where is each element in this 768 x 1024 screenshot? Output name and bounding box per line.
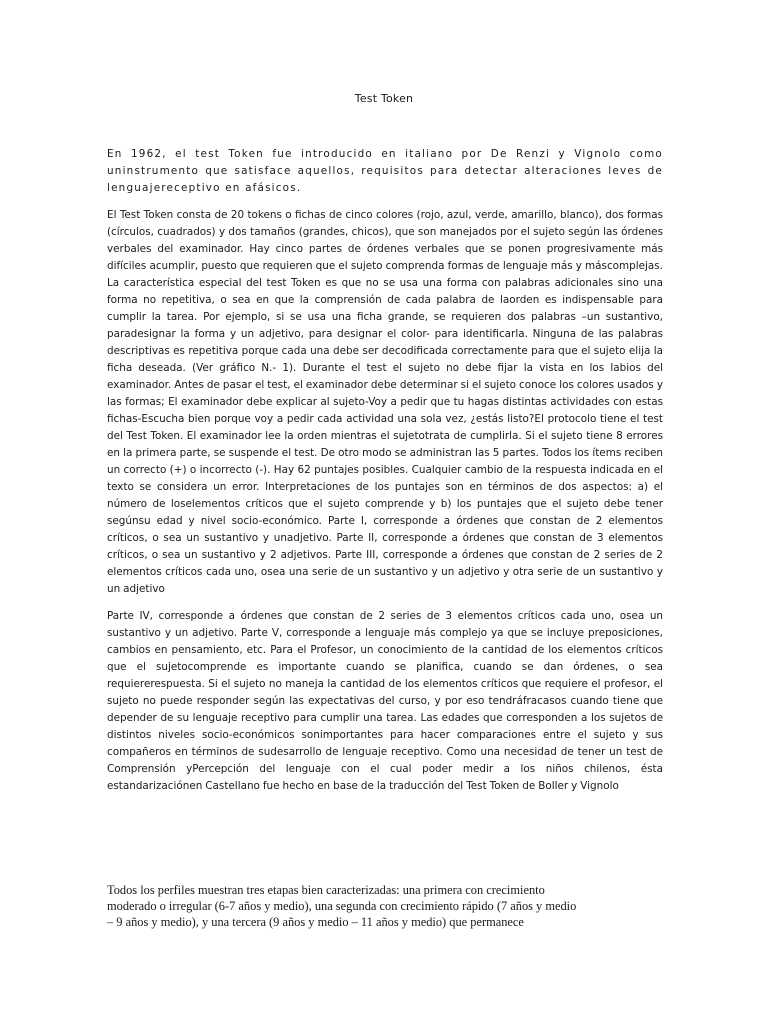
- document-body: [107, 146, 663, 805]
- document-title: Test Token: [354, 92, 414, 105]
- paragraph-description: El Test Token consta de 20 tokens o fichas de cinco colores (rojo, azul, verde, amarillo, blanco), dos formas (círculos, cuadrados) y dos tamaños (grandes, chicos), que son manejados por el sujeto según las órdenes verbales del examinador. Hay cinco partes de órdenes verbales que se ponen progresivamente más difíciles acumplir, puesto que requieren que el sujeto comprenda formas de lenguaje más y máscomplejas. La característica especial del test Token es que no se usa una forma con palabras adicionales sino una forma no repetitiva, o sea en que la comprensión de cada palabra de laorden es indispensable para cumplir la tarea. Por ejemplo, si se usa una ficha grande, se requieren dos palabras –un sustantivo, paradesignar la forma y un adjetivo, para designar el color- para identificarla. Ninguna de las palabras descriptivas es repetitiva porque cada una debe ser decodificada correctamente para que el sujeto elija la ficha deseada. (Ver gráfico N.- 1). Durante el test el sujeto no debe fijar la vista en los labios del examinador. Antes de pasar el test, el examinador debe determinar si el sujeto conoce los colores usados y las formas; El examinador debe explicar al sujeto-Voy a pedir que tu hagas distintas actividades con estas fichas-Escucha bien porque voy a pedir cada actividad una sola vez, ¿estás listo?El protocolo tiene el test del Test Token. El examinador lee la orden mientras el sujetotrata de cumplirla. Si el sujeto tiene 8 errores en la primera parte, se suspende el test. De otro modo se administran las 5 partes. Todos los ítems reciben un correcto (+) o incorrecto (-). Hay 62 puntajes posibles. Cualquier cambio de la respuesta indicada en el texto se considera un error. Interpretaciones de los puntajes son en términos de dos aspectos: a) el número de loselementos críticos que el sujeto comprende y b) los puntajes que el sujeto debe tener segúnsu edad y nivel socio-económico. Parte I, corresponde a órdenes que constan de 2 elementos críticos, o sea un sustantivo y unadjetivo. Parte II, corresponde a órdenes que constan de 3 elementos críticos, o sea un sustantivo y 2 adjetivos. Parte III, corresponde a órdenes que constan de 2 series de 2 elementos críticos cada uno, osea una serie de un sustantivo y un adjetivo y otra serie de un sustantivo y un adjetivo: [107, 209, 663, 595]
- paragraph-profiles: Todos los perfiles muestran tres etapas bien caracterizadas: una primera con crecimiento moderado o irregular (6-7 años y medio), una segunda con crecimiento rápido (7 años y medio – 9 años y medio), y una tercera (9 años y medio – 11 años y medio) que permanece: [107, 883, 577, 929]
- paragraph-intro: En 1962, el test Token fue introducido en italiano por De Renzi y Vignolo como uninstrumento que satisface aquellos, requisitos para detectar alteraciones leves de lenguajereceptivo en afásicos.: [107, 148, 663, 194]
- serif-excerpt: [107, 882, 577, 930]
- paragraph-parts: Parte IV, corresponde a órdenes que constan de 2 series de 3 elementos críticos cada uno, osea un sustantivo y un adjetivo. Parte V, corresponde a lenguaje más complejo ya que se incluye preposiciones, cambios en pensamiento, etc. Para el Profesor, un conocimiento de la cantidad de los elementos críticos que el sujetocomprende es importante cuando se planifica, cuando se dan órdenes, o sea requiererespuesta. Si el sujeto no maneja la cantidad de los elementos críticos que requiere el profesor, el sujeto no puede responder según las expectativas del curso, y por eso tendráfracasos cuando tiene que depender de su lenguaje receptivo para cumplir una tarea. Las edades que corresponden a los sujetos de distintos niveles socio-económicos sonimportantes para hacer comparaciones entre el sujeto y sus compañeros en términos de sudesarrollo de lenguaje receptivo. Como una necesidad de tener un test de Comprensión yPercepción del lenguaje con el cual poder medir a los niños chilenos, ésta estandarizaciónen Castellano fue hecho en base de la traducción del Test Token de Boller y Vignolo: [107, 610, 663, 792]
